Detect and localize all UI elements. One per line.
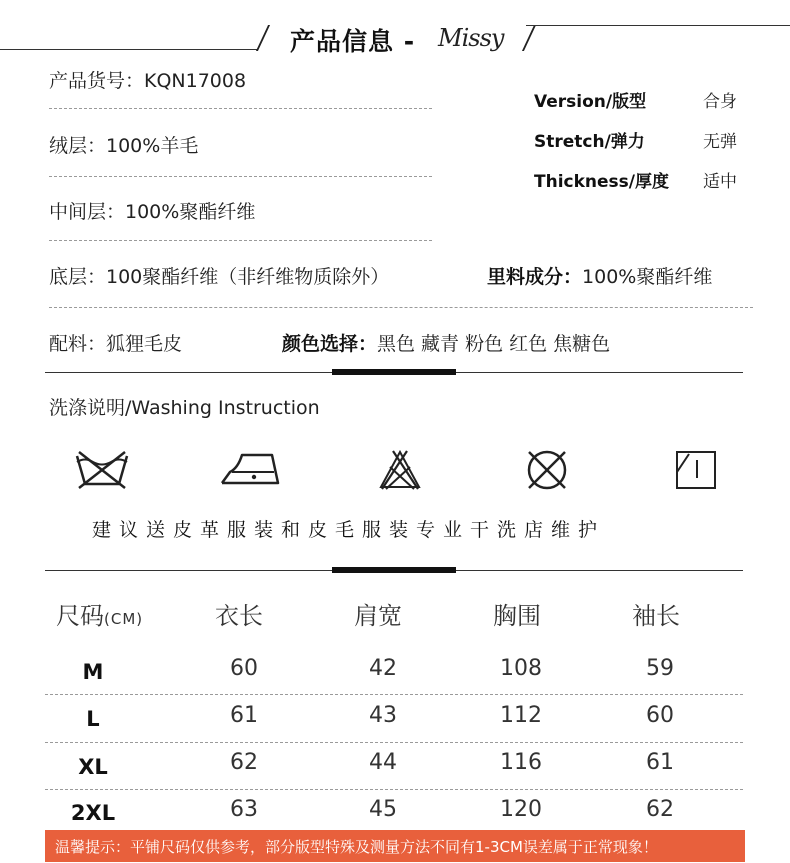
- color-value: 黑色 藏青 粉色 红色 焦糖色: [377, 333, 611, 355]
- table-cell: 116: [500, 750, 542, 775]
- size-label: L: [86, 707, 100, 731]
- table-cell: 120: [500, 797, 542, 822]
- column-header-length: 衣长: [215, 602, 263, 630]
- header-slash-left: [256, 25, 270, 51]
- table-cell: 62: [646, 797, 674, 822]
- row-divider: [45, 742, 743, 743]
- table-cell: 61: [646, 750, 674, 775]
- color-options: [282, 329, 610, 356]
- divider: [49, 307, 753, 308]
- divider: [49, 176, 432, 177]
- divider: [49, 108, 432, 109]
- color-label: 颜色选择：: [282, 333, 378, 355]
- lining-composition: [487, 262, 712, 289]
- do-not-wash-icon: [73, 448, 131, 490]
- notice-banner: [45, 830, 745, 862]
- table-cell: 59: [646, 656, 674, 681]
- trim-material: 配料：狐狸毛皮: [49, 333, 183, 355]
- header-rule-right: [526, 25, 790, 26]
- row-divider: [45, 789, 743, 790]
- item-number: 产品货号：KQN17008: [49, 70, 247, 92]
- header-slash-right: [522, 25, 536, 51]
- table-cell: 108: [500, 656, 542, 681]
- column-header-sleeve: 袖长: [632, 602, 680, 630]
- brand-signature: Missy: [438, 24, 504, 52]
- table-cell: 44: [369, 750, 397, 775]
- spec-value-version: 合身: [703, 92, 737, 112]
- spec-value-stretch: 无弹: [703, 132, 737, 152]
- size-header-label: 尺码: [56, 602, 104, 630]
- table-cell: 45: [369, 797, 397, 822]
- table-cell: 60: [230, 656, 258, 681]
- section-divider-accent: [332, 567, 456, 573]
- spec-label-thickness: Thickness/厚度: [534, 172, 669, 192]
- do-not-tumble-dry-icon: [524, 448, 570, 492]
- table-cell: 112: [500, 703, 542, 728]
- size-label: M: [82, 660, 104, 684]
- table-cell: 43: [369, 703, 397, 728]
- size-label: XL: [78, 755, 108, 779]
- pile-material: 绒层：100%羊毛: [49, 135, 199, 157]
- header-rule-left: [0, 49, 258, 50]
- divider: [49, 240, 432, 241]
- column-header-chest: 胸围: [493, 602, 541, 630]
- notice-text: 温馨提示：平铺尺码仅供参考，部分版型特殊及测量方法不同有1-3CM误差属于正常现象！: [55, 838, 658, 856]
- middle-material: 中间层：100%聚酯纤维: [49, 201, 256, 223]
- lining-label: 里料成分：: [487, 266, 583, 288]
- table-cell: 42: [369, 656, 397, 681]
- row-divider: [45, 694, 743, 695]
- base-material: 底层：100聚酯纤维（非纤维物质除外）: [49, 266, 390, 288]
- size-header-unit: (CM): [104, 610, 144, 628]
- size-label: 2XL: [70, 801, 116, 825]
- section-title: 产品信息 -: [290, 27, 416, 56]
- table-cell: 63: [230, 797, 258, 822]
- table-cell: 60: [646, 703, 674, 728]
- spec-label-version: Version/版型: [534, 92, 647, 112]
- size-header: [56, 596, 143, 631]
- column-header-shoulder: 肩宽: [354, 602, 402, 630]
- table-cell: 62: [230, 750, 258, 775]
- spec-value-thickness: 适中: [703, 172, 737, 192]
- washing-note: 建议送皮革服装和皮毛服装专业干洗店维护: [92, 519, 606, 541]
- section-divider-accent: [332, 369, 456, 375]
- iron-low-icon: [220, 452, 280, 486]
- table-cell: 61: [230, 703, 258, 728]
- lining-value: 100%聚酯纤维: [582, 266, 713, 288]
- drip-dry-icon: [675, 450, 717, 490]
- washing-title: 洗涤说明/Washing Instruction: [49, 397, 320, 419]
- spec-label-stretch: Stretch/弹力: [534, 132, 645, 152]
- do-not-bleach-icon: [378, 449, 422, 491]
